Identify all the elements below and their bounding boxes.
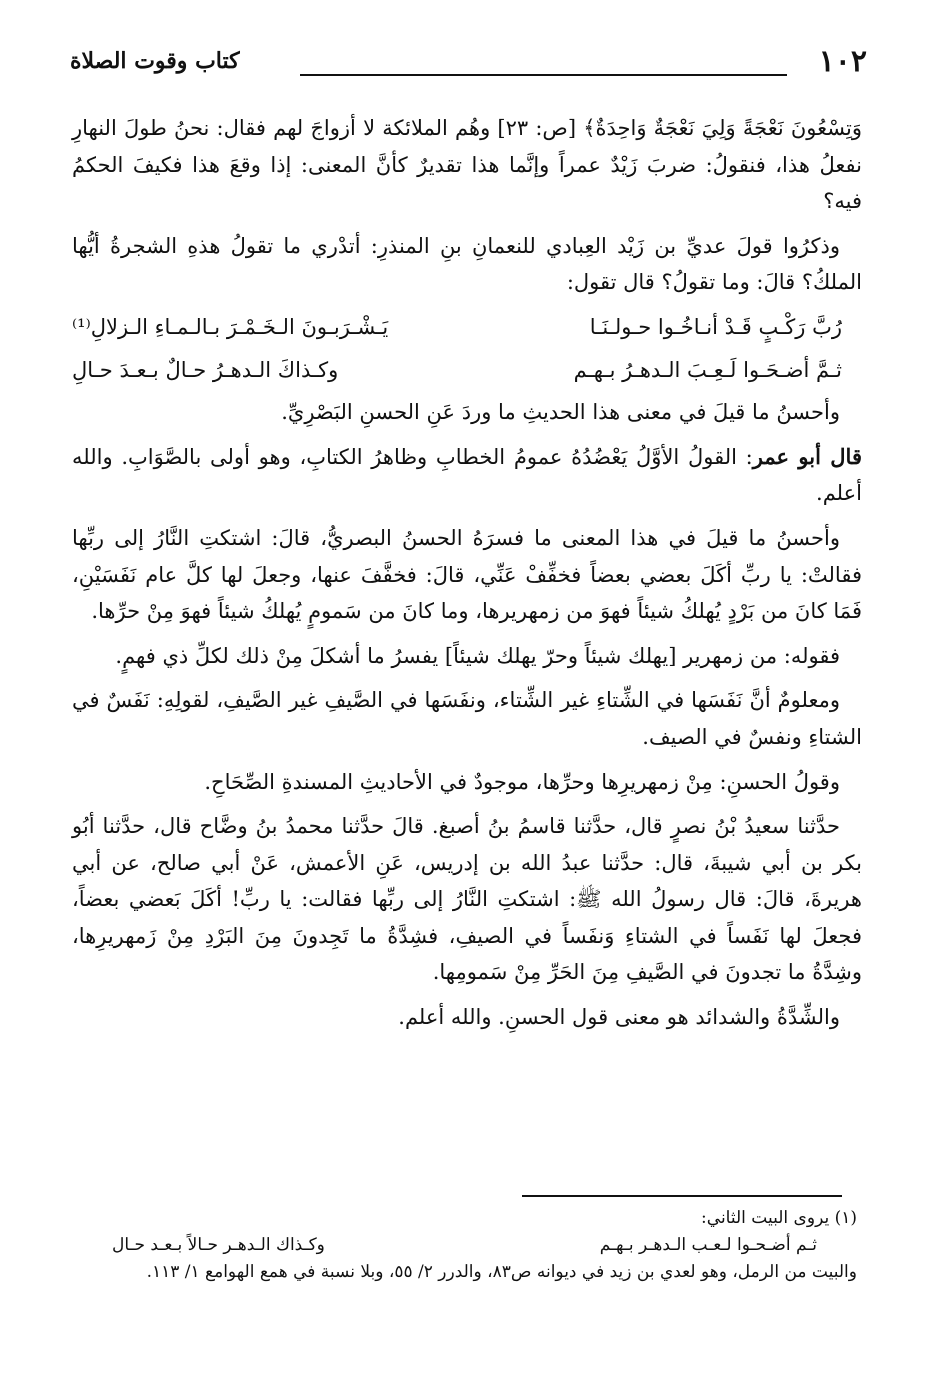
- verse-second-hemistich: يَـشْـرَبـونَ الـخَـمْـرَ بـالـمـاءِ الـزلالِ⁽¹⁾: [72, 314, 389, 339]
- paragraph: والشِّدَّةُ والشدائد هو معنى قول الحسنِ. والله أعلم.: [398, 1005, 840, 1030]
- paragraph: وَتِسْعُونَ نَعْجَةً وَلِيَ نَعْجَةٌ وَاحِدَةٌ﴾ [ص: ٢٣] وهُم الملائكة لا أزواجَ لهم فقال: نحنُ طولَ النهارِ نفعلُ هذا، فنقولُ: ضربَ زَيْدٌ عمراً وإنَّما هذا تقديرٌ كأنَّ المعنى: إذا وقعَ هذا فكيفَ الحكمُ فيه؟: [72, 116, 862, 214]
- verse-line: [72, 352, 862, 389]
- paragraph: وقولُ الحسنِ: مِنْ زمهريرِها وحرِّها، موجودٌ في الأحاديثِ المسندةِ الصِّحَاحِ.: [204, 769, 840, 794]
- footnote: [72, 1205, 857, 1286]
- paragraph: وذكرُوا قولَ عديِّ بن زَيْد العِبادي للنعمانِ بنِ المنذرِ: أتدْري ما تقولُ هذهِ الشجرةُ أيُّها الملكُ؟ قالَ: وما تقولُ؟ قال تقول:: [72, 233, 862, 295]
- footnote-verse: [72, 1232, 857, 1259]
- footnote-verse-second: وكـذاك الـدهـر حـالاً بـعـد حـال: [112, 1235, 325, 1255]
- running-header: [70, 44, 867, 84]
- paragraph: وأحسنُ ما قيلَ في معنى هذا الحديثِ ما وردَ عَنِ الحسنِ البَصْرِيِّ.: [281, 400, 840, 425]
- footnote-line: (١) يروى البيت الثاني:: [701, 1208, 857, 1228]
- main-text: [72, 110, 862, 1044]
- paragraph: [72, 439, 862, 512]
- verse-line: [72, 309, 862, 346]
- paragraph-text: : القولُ الأوَّلُ يَعْضُدُهُ عمومُ الخطابِ وظاهرُ الكتابِ، وهو أولى بالصَّوَابِ. والله أعلم.: [72, 444, 862, 506]
- paragraph: حدَّثنا سعيدُ بْنُ نصرٍ قال، حدَّثنا قاسمُ بنُ أصبغ. قالَ حدَّثنا محمدُ بنُ وضَّاح قال، حدَّثنا أبُو بكر بن أبي شيبةَ، قال: حدَّثنا عبدُ الله بن إدريس، عَنِ الأعمش، عَنْ أبي صالح، عن أبي هريرةَ، قالَ: قال رسولُ الله ﷺ: اشتكتِ النَّارُ إلى ربِّها فقالت: يا ربِّ! أكَلَ بَعضي بعضاً، فجعلَ لها نَفَساً في الشتاءِ وَنفَساً في الصيفِ، فشِدَّةُ ما تَجِدونَ مِنَ البَرْدِ مِنْ زَمهريرِها، وشِدَّةُ ما تجدونَ في الصَّيفِ مِنَ الحَرِّ مِنْ سَمومِها.: [72, 814, 862, 985]
- footnote-verse-first: ثـم أضـحـوا لـعـب الـدهـر بـهـم: [599, 1235, 817, 1255]
- verse-first-hemistich: ثـمَّ أضـحَـوا لَـعِـبَ الـدهـرُ بـهـم: [573, 357, 842, 382]
- footnote-line: والبيت من الرمل، وهو لعدي بن زيد في ديوانه ص٨٣، والدرر ٢/ ٥٥، وبلا نسبة في همع الهوامع ١/ ١١٣.: [146, 1262, 857, 1282]
- footnote-rule: [522, 1195, 842, 1197]
- verse-first-hemistich: رُبَّ رَكْـبٍ قَـدْ أنـاخُـوا حـولـنَـا: [589, 314, 842, 339]
- page-number: ١٠٢: [818, 44, 867, 79]
- chapter-title: كتاب وقوت الصلاة: [70, 48, 240, 74]
- paragraph: فقوله: من زمهرير [يهلك شيئاً وحرّ يهلك شيئاً] يفسرُ ما أشكلَ مِنْ ذلك لكلِّ ذي فهمٍ.: [115, 643, 840, 668]
- speaker-name: قال أبو عمر: [752, 443, 862, 469]
- header-rule: [300, 74, 787, 76]
- paragraph: وأحسنُ ما قيلَ في هذا المعنى ما فسرَهُ الحسنُ البصريُّ، قالَ: اشتكتِ النَّارُ إلى ربِّها فقالتْ: يا ربِّ أكَلَ بعضي بعضاً فخفِّفْ عَنِّي، قالَ: فخفَّفَ عنها، وجعلَ لها كلَّ عام نَفَسَيْنِ، فَمَا كانَ من بَرْدٍ يُهلكُ شيئاً فهوَ من زمهريرها، وما كانَ من سَمومٍ يُهلكُ شيئاً فهوَ مِنْ حرِّها.: [72, 525, 862, 624]
- paragraph: ومعلومٌ أنَّ نَفَسَها في الشِّتاءِ غير الشِّتاء، ونفَسَها في الصَّيفِ غير الصَّيفِ، لقولِهِ: نَفَسٌ في الشتاءِ ونفسٌ في الصيف.: [72, 688, 862, 749]
- verse-second-hemistich: وكـذاكَ الـدهـرُ حـالٌ بـعـدَ حـالِ: [72, 357, 339, 382]
